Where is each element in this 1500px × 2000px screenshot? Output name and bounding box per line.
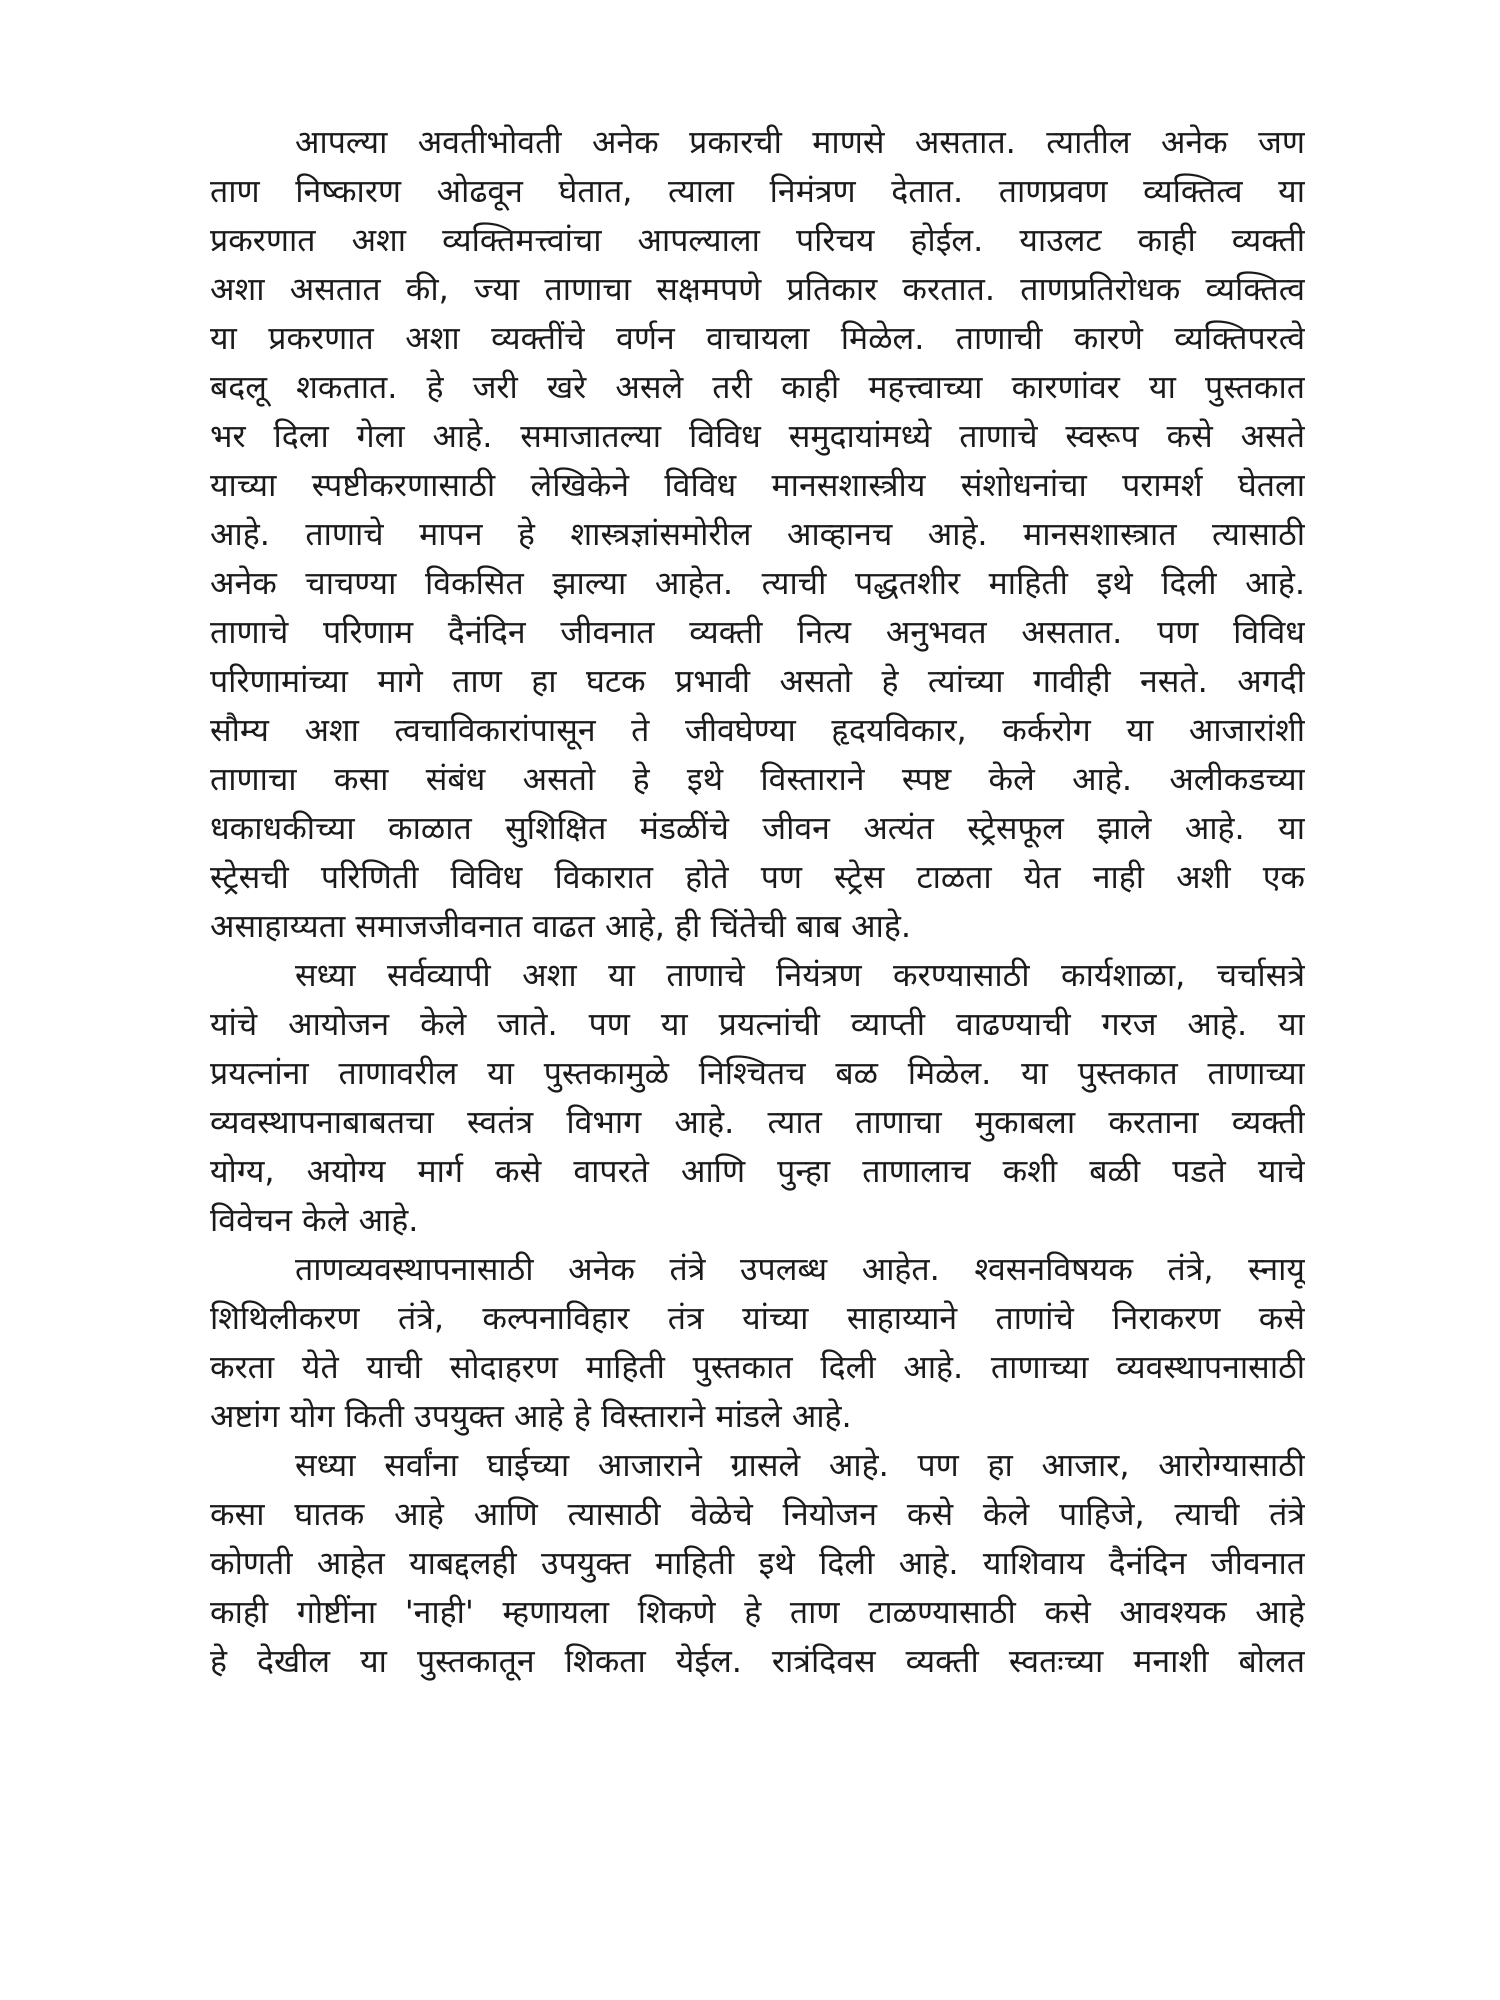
text-line: बदलू शकतात. हे जरी खरे असले तरी काही महत्त्वाच्या कारणांवर या पुस्तकात [210,368,1305,406]
text-line: यांचे आयोजन केले जाते. पण या प्रयत्नांची व्याप्ती वाढण्याची गरज आहे. या [210,1005,1305,1043]
text-line: कसा घातक आहे आणि त्यासाठी वेळेचे नियोजन कसे केले पाहिजे, त्याची तंत्रे [210,1495,1305,1533]
text-line: योग्य, अयोग्य मार्ग कसे वापरते आणि पुन्हा ताणालाच कशी बळी पडते याचे [210,1152,1305,1190]
text-line: विवेचन केले आहे. [210,1201,419,1239]
text-line: स्ट्रेसची परिणिती विविध विकारात होते पण स्ट्रेस टाळता येत नाही अशी एक [210,858,1305,896]
text-line: अशा असतात की, ज्या ताणाचा सक्षमपणे प्रतिकार करतात. ताणप्रतिरोधक व्यक्तित्व [210,270,1305,308]
text-line: भर दिला गेला आहे. समाजातल्या विविध समुदायांमध्ये ताणाचे स्वरूप कसे असते [210,417,1305,455]
text-line: असाहाय्यता समाजजीवनात वाढत आहे, ही चिंतेची बाब आहे. [210,907,911,945]
text-line: आहे. ताणाचे मापन हे शास्त्रज्ञांसमोरील आव्हानच आहे. मानसशास्त्रात त्यासाठी [210,515,1305,553]
text-line: धकाधकीच्या काळात सुशिक्षित मंडळींचे जीवन अत्यंत स्ट्रेसफूल झाले आहे. या [210,809,1305,847]
text-line: प्रकरणात अशा व्यक्तिमत्त्वांचा आपल्याला परिचय होईल. याउलट काही व्यक्ती [210,221,1305,259]
text-line: या प्रकरणात अशा व्यक्तींचे वर्णन वाचायला मिळेल. ताणाची कारणे व्यक्तिपरत्वे [210,319,1305,357]
text-line: सध्या सर्वव्यापी अशा या ताणाचे नियंत्रण करण्यासाठी कार्यशाळा, चर्चासत्रे [295,956,1305,994]
text-line: याच्या स्पष्टीकरणासाठी लेखिकेने विविध मानसशास्त्रीय संशोधनांचा परामर्श घेतला [210,466,1305,504]
text-line: परिणामांच्या मागे ताण हा घटक प्रभावी असतो हे त्यांच्या गावीही नसते. अगदी [210,662,1305,700]
text-line: करता येते याची सोदाहरण माहिती पुस्तकात दिली आहे. ताणाच्या व्यवस्थापनासाठी [210,1348,1305,1386]
text-line: ताण निष्कारण ओढवून घेतात, त्याला निमंत्रण देतात. ताणप्रवण व्यक्तित्व या [210,172,1305,210]
text-line: काही गोष्टींना 'नाही' म्हणायला शिकणे हे ताण टाळण्यासाठी कसे आवश्यक आहे [210,1593,1305,1631]
text-line: ताणाचा कसा संबंध असतो हे इथे विस्ताराने स्पष्ट केले आहे. अलीकडच्या [210,760,1305,798]
text-line: हे देखील या पुस्तकातून शिकता येईल. रात्रंदिवस व्यक्ती स्वतःच्या मनाशी बोलत [210,1642,1305,1680]
text-line: सौम्य अशा त्वचाविकारांपासून ते जीवघेण्या हृदयविकार, कर्करोग या आजारांशी [210,711,1305,749]
text-line: अष्टांग योग किती उपयुक्त आहे हे विस्ताराने मांडले आहे. [210,1397,852,1435]
text-line: व्यवस्थापनाबाबतचा स्वतंत्र विभाग आहे. त्यात ताणाचा मुकाबला करताना व्यक्ती [210,1103,1305,1141]
page-text [210,118,1305,1686]
text-line: अनेक चाचण्या विकसित झाल्या आहेत. त्याची पद्धतशीर माहिती इथे दिली आहे. [210,564,1305,602]
text-line: कोणती आहेत याबद्दलही उपयुक्त माहिती इथे दिली आहे. याशिवाय दैनंदिन जीवनात [210,1544,1305,1582]
text-line: प्रयत्नांना ताणावरील या पुस्तकामुळे निश्चितच बळ मिळेल. या पुस्तकात ताणाच्या [210,1054,1305,1092]
paragraph-techniques [210,1245,1305,1441]
text-line: ताणाचे परिणाम दैनंदिन जीवनात व्यक्ती नित्य अनुभवत असतात. पण विविध [210,613,1305,651]
text-line: शिथिलीकरण तंत्रे, कल्पनाविहार तंत्र यांच्या साहाय्याने ताणांचे निराकरण कसे [210,1299,1305,1337]
text-line: आपल्या अवतीभोवती अनेक प्रकारची माणसे असतात. त्यातील अनेक जण [295,123,1305,161]
text-line: ताणव्यवस्थापनासाठी अनेक तंत्रे उपलब्ध आहेत. श्वसनविषयक तंत्रे, स्नायू [295,1250,1305,1288]
paragraph-workshops [210,951,1305,1245]
text-line: सध्या सर्वांना घाईच्या आजाराने ग्रासले आहे. पण हा आजार, आरोग्यासाठी [295,1446,1305,1484]
paragraph-intro [210,118,1305,951]
paragraph-time-management [210,1441,1305,1686]
